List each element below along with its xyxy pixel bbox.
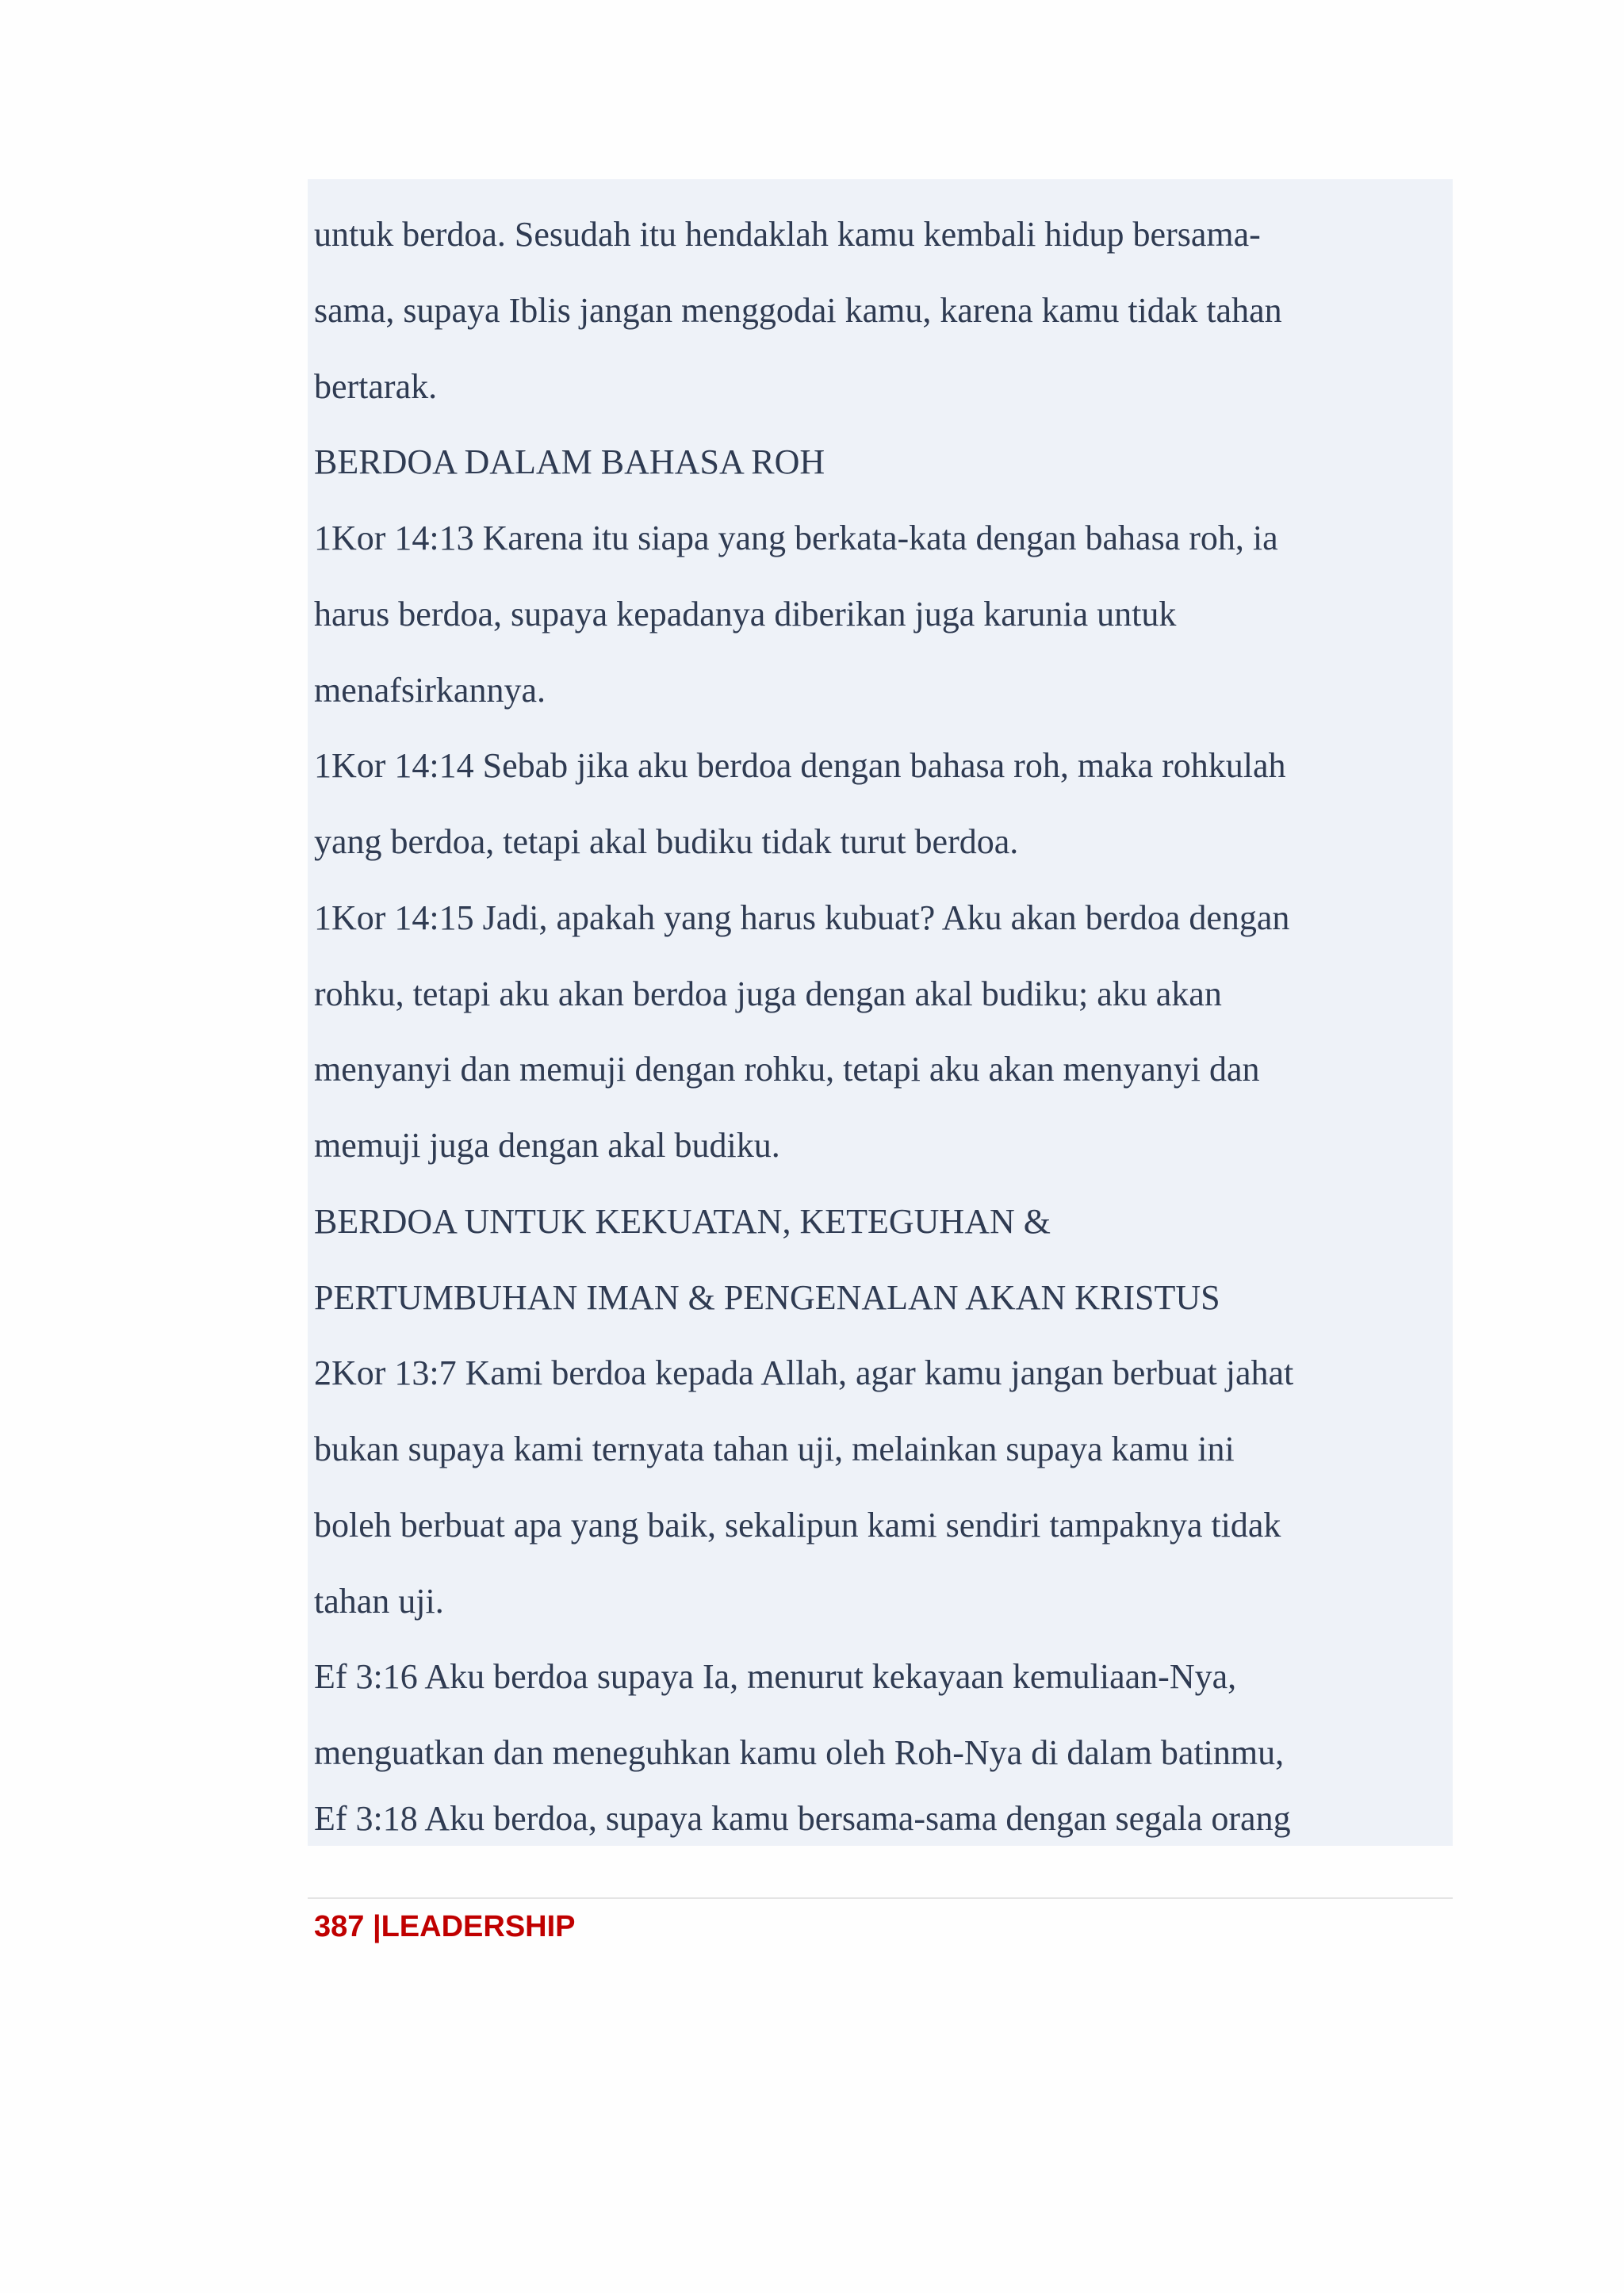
text-line: 1Kor 14:13 Karena itu siapa yang berkata-kata dengan bahasa roh, ia [314, 519, 1278, 557]
text-block [308, 179, 1453, 1846]
text-line: untuk berdoa. Sesudah itu hendaklah kamu kembali hidup bersama- [314, 215, 1261, 254]
text-line: tahan uji. [314, 1582, 444, 1621]
text-line: menguatkan dan meneguhkan kamu oleh Roh-Nya di dalam batinmu, [314, 1733, 1285, 1772]
text-line: Ef 3:16 Aku berdoa supaya Ia, menurut kekayaan kemuliaan-Nya, [314, 1657, 1237, 1696]
section-heading: BERDOA UNTUK KEKUATAN, KETEGUHAN & [314, 1202, 1051, 1241]
text-line: bukan supaya kami ternyata tahan uji, melainkan supaya kamu ini [314, 1430, 1235, 1468]
text-line: 2Kor 13:7 Kami berdoa kepada Allah, agar kamu jangan berbuat jahat [314, 1353, 1294, 1392]
text-line: bertarak. [314, 367, 438, 406]
text-line: menyanyi dan memuji dengan rohku, tetapi aku akan menyanyi dan [314, 1050, 1260, 1089]
text-line: 1Kor 14:15 Jadi, apakah yang harus kubuat? Aku akan berdoa dengan [314, 898, 1290, 937]
text-line: harus berdoa, supaya kepadanya diberikan juga karunia untuk [314, 595, 1177, 634]
section-heading: PERTUMBUHAN IMAN & PENGENALAN AKAN KRISTUS [314, 1278, 1220, 1317]
text-line: memuji juga dengan akal budiku. [314, 1126, 780, 1165]
page-footer: 387 |LEADERSHIP [314, 1910, 576, 1943]
text-line: yang berdoa, tetapi akal budiku tidak turut berdoa. [314, 822, 1019, 861]
section-heading: BERDOA DALAM BAHASA ROH [314, 442, 825, 481]
text-line: boleh berbuat apa yang baik, sekalipun kami sendiri tampaknya tidak [314, 1506, 1281, 1545]
text-line: sama, supaya Iblis jangan menggodai kamu, karena kamu tidak tahan [314, 291, 1282, 330]
footer-divider [308, 1897, 1453, 1899]
text-line: rohku, tetapi aku akan berdoa juga dengan akal budiku; aku akan [314, 974, 1222, 1013]
text-line: Ef 3:18 Aku berdoa, supaya kamu bersama-sama dengan segala orang [314, 1799, 1291, 1838]
text-line: 1Kor 14:14 Sebab jika aku berdoa dengan bahasa roh, maka rohkulah [314, 746, 1286, 785]
text-line: menafsirkannya. [314, 671, 546, 710]
